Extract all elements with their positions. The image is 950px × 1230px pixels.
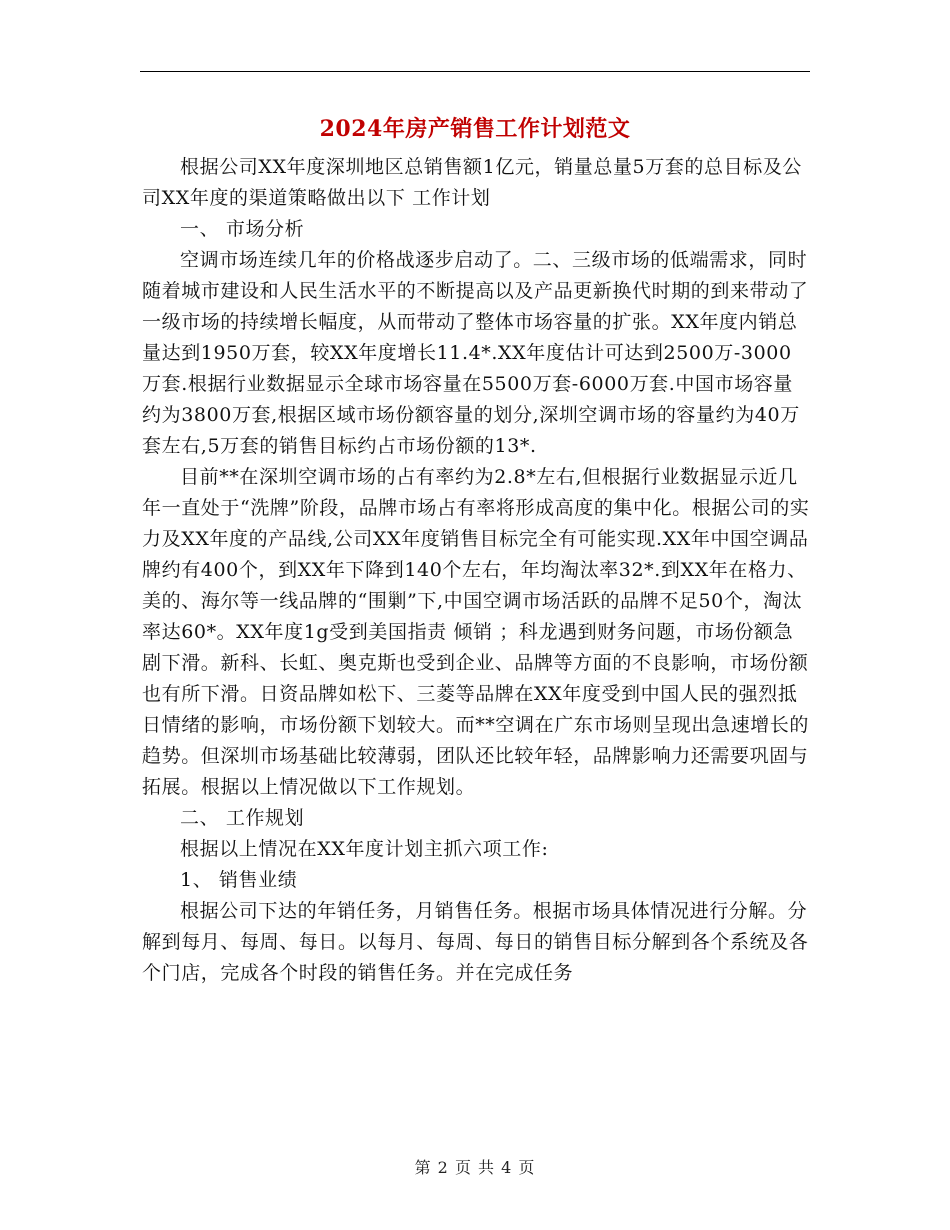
heading-sales-performance: 1、 销售业绩 <box>180 869 298 891</box>
heading-work-plan: 二、 工作规划 <box>180 807 305 829</box>
heading-market-analysis: 一、 市场分析 <box>180 218 305 240</box>
header-rule <box>140 71 810 72</box>
document-body <box>142 152 810 989</box>
page-number: 第 2 页 共 4 页 <box>414 1158 536 1177</box>
paragraph-plan-intro: 根据以上情况在XX年度计划主抓六项工作: <box>180 838 549 860</box>
paragraph-brand-status: 目前**在深圳空调市场的占有率约为2.8*左右,但根据行业数据显示近几年一直处于“洗牌”阶段，品牌市场占有率将形成高度的集中化。根据公司的实力及XX年度的产品线,公司XX年度销售目标完全有可能实现.XX年中国空调品牌约有400个，到XX年下降到140个左右，年均淘汰率32*.到XX年在格力、美的、海尔等一线品牌的“围剿”下,中国空调市场活跃的品牌不足50个，淘汰率达60*。XX年度1g受到美国指责 倾销 ；科龙遇到财务问题，市场份额急剧下滑。新科、长虹、奥克斯也受到企业、品牌等方面的不良影响，市场份额也有所下滑。日资品牌如松下、三菱等品牌在XX年度受到中国人民的强烈抵日情绪的影响，市场份额下划较大。而**空调在广东市场则呈现出急速增长的趋势。但深圳市场基础比较薄弱，团队还比较年轻，品牌影响力还需要巩固与拓展。根据以上情况做以下工作规划。 <box>142 466 810 798</box>
document-title: 2024年房产销售工作计划范文 <box>319 116 631 142</box>
paragraph-sales-tasks: 根据公司下达的年销任务，月销售任务。根据市场具体情况进行分解。分解到每月、每周、每日。以每月、每周、每日的销售目标分解到各个系统及各个门店，完成各个时段的销售任务。并在完成任务 <box>142 900 809 984</box>
paragraph-market-overview: 空调市场连续几年的价格战逐步启动了。二、三级市场的低端需求，同时随着城市建设和人民生活水平的不断提高以及产品更新换代时期的到来带动了一级市场的持续增长幅度，从而带动了整体市场容量的扩张。XX年度内销总量达到1950万套，较XX年度增长11.4*.XX年度估计可达到2500万-3000万套.根据行业数据显示全球市场容量在5500万套-6000万套.中国市场容量约为3800万套,根据区域市场份额容量的划分,深圳空调市场的容量约为40万套左右,5万套的销售目标约占市场份额的13*. <box>142 249 809 457</box>
paragraph-intro: 根据公司XX年度深圳地区总销售额1亿元，销量总量5万套的总目标及公司XX年度的渠道策略做出以下 工作计划 <box>142 156 803 209</box>
